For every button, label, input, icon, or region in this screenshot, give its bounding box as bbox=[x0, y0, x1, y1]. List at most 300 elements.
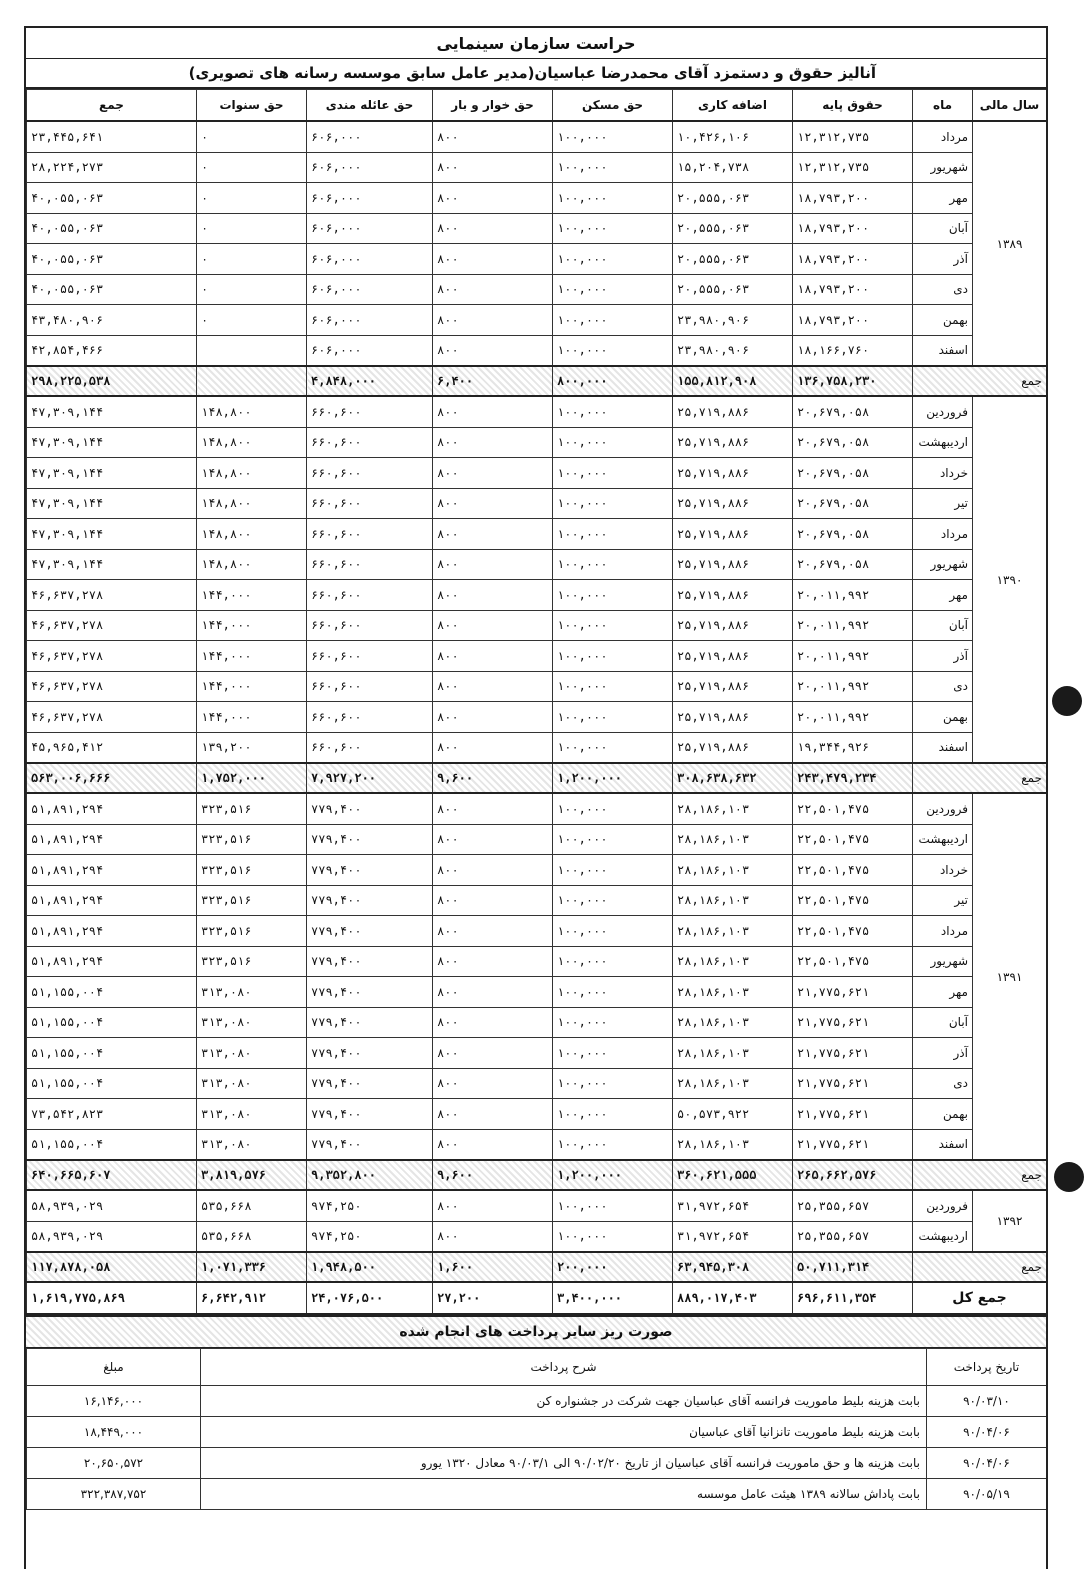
table-row bbox=[27, 488, 1047, 519]
base-salary-cell: ۲۰,۰۱۱,۹۹۲ bbox=[793, 671, 913, 702]
grocery-cell: ۸۰۰ bbox=[433, 885, 553, 916]
housing-cell: ۱۰۰,۰۰۰ bbox=[553, 1068, 673, 1099]
grocery-cell: ۸۰۰ bbox=[433, 1068, 553, 1099]
total-cell: ۲۸,۲۲۴,۲۷۳ bbox=[27, 152, 197, 183]
table-row bbox=[27, 732, 1047, 763]
housing-cell: ۱۰۰,۰۰۰ bbox=[553, 488, 673, 519]
grand-total-row bbox=[27, 1282, 1047, 1314]
family-cell: ۷۷۹,۴۰۰ bbox=[307, 1129, 433, 1160]
family-cell: ۶۶۰,۶۰۰ bbox=[307, 427, 433, 458]
family-cell: ۶۰۶,۰۰۰ bbox=[307, 213, 433, 244]
subtotal-family-cell: ۹,۳۵۲,۸۰۰ bbox=[307, 1160, 433, 1190]
payment-amount: ۲۰,۶۵۰,۵۷۲ bbox=[27, 1448, 201, 1479]
seniority-cell: ۰ bbox=[197, 183, 307, 214]
base-salary-cell: ۲۰,۰۱۱,۹۹۲ bbox=[793, 610, 913, 641]
housing-cell: ۱۰۰,۰۰۰ bbox=[553, 427, 673, 458]
family-cell: ۶۶۰,۶۰۰ bbox=[307, 519, 433, 550]
seniority-cell: ۱۴۸,۸۰۰ bbox=[197, 519, 307, 550]
seniority-cell: ۳۱۳,۰۸۰ bbox=[197, 1068, 307, 1099]
family-cell: ۶۶۰,۶۰۰ bbox=[307, 458, 433, 489]
payment-amount: ۱۸,۴۴۹,۰۰۰ bbox=[27, 1417, 201, 1448]
family-cell: ۷۷۹,۴۰۰ bbox=[307, 855, 433, 886]
col-seniority: حق سنوات bbox=[197, 90, 307, 122]
total-cell: ۵۱,۸۹۱,۲۹۴ bbox=[27, 946, 197, 977]
base-salary-cell: ۱۸,۷۹۳,۲۰۰ bbox=[793, 244, 913, 275]
year-cell: ۱۳۹۲ bbox=[973, 1190, 1047, 1252]
grocery-cell: ۸۰۰ bbox=[433, 213, 553, 244]
family-cell: ۷۷۹,۴۰۰ bbox=[307, 824, 433, 855]
seniority-cell: ۳۲۳,۵۱۶ bbox=[197, 885, 307, 916]
month-cell: آذر bbox=[913, 1038, 973, 1069]
seniority-cell: ۳۲۳,۵۱۶ bbox=[197, 916, 307, 947]
family-cell: ۷۷۹,۴۰۰ bbox=[307, 977, 433, 1008]
family-cell: ۶۶۰,۶۰۰ bbox=[307, 610, 433, 641]
grand-total-label: جمع کل bbox=[913, 1282, 1047, 1314]
base-salary-cell: ۲۱,۷۷۵,۶۲۱ bbox=[793, 1038, 913, 1069]
grocery-cell: ۸۰۰ bbox=[433, 396, 553, 427]
housing-cell: ۱۰۰,۰۰۰ bbox=[553, 1190, 673, 1221]
seniority-cell: ۳۲۳,۵۱۶ bbox=[197, 855, 307, 886]
subtotal-total-cell: ۲۹۸,۲۲۵,۵۳۸ bbox=[27, 366, 197, 396]
base-salary-cell: ۲۵,۳۵۵,۶۵۷ bbox=[793, 1190, 913, 1221]
seniority-cell: ۱۴۴,۰۰۰ bbox=[197, 702, 307, 733]
overtime-cell: ۲۵,۷۱۹,۸۸۶ bbox=[673, 671, 793, 702]
month-cell: آبان bbox=[913, 610, 973, 641]
month-cell: اسفند bbox=[913, 732, 973, 763]
overtime-cell: ۲۸,۱۸۶,۱۰۳ bbox=[673, 1038, 793, 1069]
subtotal-family-cell: ۱,۹۴۸,۵۰۰ bbox=[307, 1252, 433, 1282]
seniority-cell: ۵۳۵,۶۶۸ bbox=[197, 1221, 307, 1252]
payment-row bbox=[27, 1479, 1047, 1510]
subtotal-total-cell: ۱۱۷,۸۷۸,۰۵۸ bbox=[27, 1252, 197, 1282]
total-cell: ۴۵,۹۶۵,۴۱۲ bbox=[27, 732, 197, 763]
subtotal-grocery-cell: ۱,۶۰۰ bbox=[433, 1252, 553, 1282]
overtime-cell: ۱۵,۲۰۴,۷۳۸ bbox=[673, 152, 793, 183]
base-salary-cell: ۲۰,۶۷۹,۰۵۸ bbox=[793, 396, 913, 427]
overtime-cell: ۲۵,۷۱۹,۸۸۶ bbox=[673, 549, 793, 580]
housing-cell: ۱۰۰,۰۰۰ bbox=[553, 855, 673, 886]
housing-cell: ۱۰۰,۰۰۰ bbox=[553, 1099, 673, 1130]
total-cell: ۴۷,۳۰۹,۱۴۴ bbox=[27, 396, 197, 427]
overtime-cell: ۲۰,۵۵۵,۰۶۳ bbox=[673, 213, 793, 244]
base-salary-cell: ۲۲,۵۰۱,۴۷۵ bbox=[793, 946, 913, 977]
housing-cell: ۱۰۰,۰۰۰ bbox=[553, 549, 673, 580]
month-cell: اردیبهشت bbox=[913, 824, 973, 855]
month-cell: مهر bbox=[913, 183, 973, 214]
org-title: حراست سازمان سینمایی bbox=[26, 26, 1046, 59]
seniority-cell: ۰ bbox=[197, 121, 307, 152]
grocery-cell: ۸۰۰ bbox=[433, 305, 553, 336]
grocery-cell: ۸۰۰ bbox=[433, 855, 553, 886]
table-row bbox=[27, 458, 1047, 489]
housing-cell: ۱۰۰,۰۰۰ bbox=[553, 305, 673, 336]
grocery-cell: ۸۰۰ bbox=[433, 458, 553, 489]
grocery-cell: ۸۰۰ bbox=[433, 1007, 553, 1038]
family-cell: ۹۷۴,۲۵۰ bbox=[307, 1221, 433, 1252]
grocery-cell: ۸۰۰ bbox=[433, 916, 553, 947]
base-salary-cell: ۲۵,۳۵۵,۶۵۷ bbox=[793, 1221, 913, 1252]
salary-table bbox=[26, 89, 1047, 1315]
subtotal-total-cell: ۶۴۰,۶۶۵,۶۰۷ bbox=[27, 1160, 197, 1190]
table-row bbox=[27, 793, 1047, 824]
payments-header-row bbox=[27, 1349, 1047, 1386]
housing-cell: ۱۰۰,۰۰۰ bbox=[553, 671, 673, 702]
total-cell: ۵۱,۱۵۵,۰۰۴ bbox=[27, 1007, 197, 1038]
overtime-cell: ۲۵,۷۱۹,۸۸۶ bbox=[673, 702, 793, 733]
base-salary-cell: ۲۰,۶۷۹,۰۵۸ bbox=[793, 519, 913, 550]
subtotal-family-cell: ۷,۹۲۷,۲۰۰ bbox=[307, 763, 433, 793]
overtime-cell: ۳۱,۹۷۲,۶۵۴ bbox=[673, 1190, 793, 1221]
housing-cell: ۱۰۰,۰۰۰ bbox=[553, 793, 673, 824]
subtotal-housing-cell: ۲۰۰,۰۰۰ bbox=[553, 1252, 673, 1282]
grocery-cell: ۸۰۰ bbox=[433, 793, 553, 824]
subtotal-overtime-cell: ۳۶۰,۶۲۱,۵۵۵ bbox=[673, 1160, 793, 1190]
subtotal-label: جمع bbox=[913, 1160, 1047, 1190]
month-cell: مرداد bbox=[913, 519, 973, 550]
family-cell: ۶۶۰,۶۰۰ bbox=[307, 732, 433, 763]
housing-cell: ۱۰۰,۰۰۰ bbox=[553, 1221, 673, 1252]
housing-cell: ۱۰۰,۰۰۰ bbox=[553, 824, 673, 855]
family-cell: ۶۰۶,۰۰۰ bbox=[307, 121, 433, 152]
family-cell: ۶۰۶,۰۰۰ bbox=[307, 274, 433, 305]
subtotal-total-cell: ۵۶۳,۰۰۶,۶۶۶ bbox=[27, 763, 197, 793]
housing-cell: ۱۰۰,۰۰۰ bbox=[553, 946, 673, 977]
housing-cell: ۱۰۰,۰۰۰ bbox=[553, 702, 673, 733]
total-cell: ۴۶,۶۳۷,۲۷۸ bbox=[27, 671, 197, 702]
grocery-cell: ۸۰۰ bbox=[433, 427, 553, 458]
overtime-cell: ۲۰,۵۵۵,۰۶۳ bbox=[673, 183, 793, 214]
month-cell: مرداد bbox=[913, 916, 973, 947]
grand-base-salary-cell: ۶۹۶,۶۱۱,۳۵۴ bbox=[793, 1282, 913, 1314]
total-cell: ۵۱,۱۵۵,۰۰۴ bbox=[27, 1038, 197, 1069]
grocery-cell: ۸۰۰ bbox=[433, 335, 553, 366]
col-base-salary: حقوق پایه bbox=[793, 90, 913, 122]
base-salary-cell: ۲۰,۶۷۹,۰۵۸ bbox=[793, 427, 913, 458]
seniority-cell: ۱۴۸,۸۰۰ bbox=[197, 488, 307, 519]
total-cell: ۴۶,۶۳۷,۲۷۸ bbox=[27, 702, 197, 733]
subtotal-base-salary-cell: ۱۳۶,۷۵۸,۲۳۰ bbox=[793, 366, 913, 396]
overtime-cell: ۲۵,۷۱۹,۸۸۶ bbox=[673, 732, 793, 763]
grocery-cell: ۸۰۰ bbox=[433, 702, 553, 733]
base-salary-cell: ۲۱,۷۷۵,۶۲۱ bbox=[793, 1007, 913, 1038]
subtotal-row bbox=[27, 1252, 1047, 1282]
seniority-cell: ۳۱۳,۰۸۰ bbox=[197, 1129, 307, 1160]
subtotal-overtime-cell: ۳۰۸,۶۳۸,۶۳۲ bbox=[673, 763, 793, 793]
overtime-cell: ۲۵,۷۱۹,۸۸۶ bbox=[673, 610, 793, 641]
month-cell: مهر bbox=[913, 977, 973, 1008]
grocery-cell: ۸۰۰ bbox=[433, 946, 553, 977]
overtime-cell: ۲۸,۱۸۶,۱۰۳ bbox=[673, 977, 793, 1008]
table-row bbox=[27, 305, 1047, 336]
base-salary-cell: ۲۲,۵۰۱,۴۷۵ bbox=[793, 793, 913, 824]
total-cell: ۵۱,۸۹۱,۲۹۴ bbox=[27, 855, 197, 886]
month-cell: بهمن bbox=[913, 702, 973, 733]
table-row bbox=[27, 427, 1047, 458]
table-row bbox=[27, 824, 1047, 855]
overtime-cell: ۲۳,۹۸۰,۹۰۶ bbox=[673, 335, 793, 366]
total-cell: ۴۷,۳۰۹,۱۴۴ bbox=[27, 458, 197, 489]
total-cell: ۷۳,۵۴۲,۸۲۳ bbox=[27, 1099, 197, 1130]
seniority-cell: ۱۴۸,۸۰۰ bbox=[197, 427, 307, 458]
col-housing: حق مسکن bbox=[553, 90, 673, 122]
table-row bbox=[27, 855, 1047, 886]
housing-cell: ۱۰۰,۰۰۰ bbox=[553, 977, 673, 1008]
table-row bbox=[27, 580, 1047, 611]
subtotal-row bbox=[27, 1160, 1047, 1190]
payment-amount: ۳۲۲,۳۸۷,۷۵۲ bbox=[27, 1479, 201, 1510]
total-cell: ۵۱,۸۹۱,۲۹۴ bbox=[27, 824, 197, 855]
grocery-cell: ۸۰۰ bbox=[433, 641, 553, 672]
month-cell: آبان bbox=[913, 213, 973, 244]
grand-overtime-cell: ۸۸۹,۰۱۷,۴۰۳ bbox=[673, 1282, 793, 1314]
housing-cell: ۱۰۰,۰۰۰ bbox=[553, 335, 673, 366]
base-salary-cell: ۱۲,۳۱۲,۷۳۵ bbox=[793, 121, 913, 152]
family-cell: ۶۰۶,۰۰۰ bbox=[307, 244, 433, 275]
month-cell: بهمن bbox=[913, 1099, 973, 1130]
seniority-cell: ۰ bbox=[197, 152, 307, 183]
family-cell: ۷۷۹,۴۰۰ bbox=[307, 1099, 433, 1130]
table-row bbox=[27, 549, 1047, 580]
overtime-cell: ۳۱,۹۷۲,۶۵۴ bbox=[673, 1221, 793, 1252]
grocery-cell: ۸۰۰ bbox=[433, 121, 553, 152]
base-salary-cell: ۲۰,۰۱۱,۹۹۲ bbox=[793, 580, 913, 611]
overtime-cell: ۵۰,۵۷۳,۹۲۲ bbox=[673, 1099, 793, 1130]
base-salary-cell: ۱۸,۷۹۳,۲۰۰ bbox=[793, 274, 913, 305]
subtotal-label: جمع bbox=[913, 763, 1047, 793]
month-cell: فروردین bbox=[913, 793, 973, 824]
subtotal-row bbox=[27, 366, 1047, 396]
table-row bbox=[27, 244, 1047, 275]
month-cell: اردیبهشت bbox=[913, 1221, 973, 1252]
overtime-cell: ۲۸,۱۸۶,۱۰۳ bbox=[673, 1068, 793, 1099]
subtotal-overtime-cell: ۶۳,۹۴۵,۳۰۸ bbox=[673, 1252, 793, 1282]
col-year: سال مالی bbox=[973, 90, 1047, 122]
month-cell: آذر bbox=[913, 244, 973, 275]
seniority-cell: ۳۱۳,۰۸۰ bbox=[197, 1038, 307, 1069]
housing-cell: ۱۰۰,۰۰۰ bbox=[553, 152, 673, 183]
base-salary-cell: ۲۰,۰۱۱,۹۹۲ bbox=[793, 641, 913, 672]
seniority-cell: ۵۳۵,۶۶۸ bbox=[197, 1190, 307, 1221]
grand-total-cell: ۱,۶۱۹,۷۷۵,۸۶۹ bbox=[27, 1282, 197, 1314]
total-cell: ۴۰,۰۵۵,۰۶۳ bbox=[27, 274, 197, 305]
seniority-cell: ۱۴۴,۰۰۰ bbox=[197, 671, 307, 702]
month-cell: دی bbox=[913, 671, 973, 702]
seniority-cell: ۳۲۳,۵۱۶ bbox=[197, 793, 307, 824]
table-row bbox=[27, 916, 1047, 947]
subtotal-grocery-cell: ۹,۶۰۰ bbox=[433, 1160, 553, 1190]
year-cell: ۱۳۸۹ bbox=[973, 121, 1047, 366]
table-row bbox=[27, 1038, 1047, 1069]
subtotal-grocery-cell: ۹,۶۰۰ bbox=[433, 763, 553, 793]
grocery-cell: ۸۰۰ bbox=[433, 1038, 553, 1069]
table-row bbox=[27, 121, 1047, 152]
total-cell: ۴۳,۴۸۰,۹۰۶ bbox=[27, 305, 197, 336]
grand-family-cell: ۲۴,۰۷۶,۵۰۰ bbox=[307, 1282, 433, 1314]
seniority-cell: ۱۴۴,۰۰۰ bbox=[197, 641, 307, 672]
subtotal-base-salary-cell: ۵۰,۷۱۱,۳۱۴ bbox=[793, 1252, 913, 1282]
housing-cell: ۱۰۰,۰۰۰ bbox=[553, 213, 673, 244]
base-salary-cell: ۱۸,۷۹۳,۲۰۰ bbox=[793, 183, 913, 214]
subtotal-overtime-cell: ۱۵۵,۸۱۲,۹۰۸ bbox=[673, 366, 793, 396]
overtime-cell: ۲۸,۱۸۶,۱۰۳ bbox=[673, 946, 793, 977]
base-salary-cell: ۲۲,۵۰۱,۴۷۵ bbox=[793, 855, 913, 886]
subtotal-seniority-cell: ۱,۰۷۱,۳۳۶ bbox=[197, 1252, 307, 1282]
family-cell: ۶۶۰,۶۰۰ bbox=[307, 396, 433, 427]
grocery-cell: ۸۰۰ bbox=[433, 824, 553, 855]
report-title: آنالیز حقوق و دستمزد آقای محمدرضا عباسیان(مدیر عامل سابق موسسه رسانه های تصویری) bbox=[26, 59, 1046, 89]
seniority-cell: ۳۲۳,۵۱۶ bbox=[197, 946, 307, 977]
family-cell: ۶۶۰,۶۰۰ bbox=[307, 702, 433, 733]
grocery-cell: ۸۰۰ bbox=[433, 244, 553, 275]
base-salary-cell: ۲۰,۰۱۱,۹۹۲ bbox=[793, 702, 913, 733]
grand-seniority-cell: ۶,۶۴۲,۹۱۲ bbox=[197, 1282, 307, 1314]
total-cell: ۴۰,۰۵۵,۰۶۳ bbox=[27, 244, 197, 275]
base-salary-cell: ۲۱,۷۷۵,۶۲۱ bbox=[793, 1099, 913, 1130]
total-cell: ۴۷,۳۰۹,۱۴۴ bbox=[27, 549, 197, 580]
base-salary-cell: ۲۲,۵۰۱,۴۷۵ bbox=[793, 916, 913, 947]
grocery-cell: ۸۰۰ bbox=[433, 183, 553, 214]
overtime-cell: ۲۸,۱۸۶,۱۰۳ bbox=[673, 855, 793, 886]
table-row bbox=[27, 396, 1047, 427]
base-salary-cell: ۲۱,۷۷۵,۶۲۱ bbox=[793, 1068, 913, 1099]
housing-cell: ۱۰۰,۰۰۰ bbox=[553, 732, 673, 763]
month-cell: خرداد bbox=[913, 855, 973, 886]
overtime-cell: ۲۸,۱۸۶,۱۰۳ bbox=[673, 1129, 793, 1160]
table-row bbox=[27, 274, 1047, 305]
payment-desc: بابت هزینه بلیط ماموریت تانزانیا آقای عباسیان bbox=[201, 1417, 927, 1448]
payment-amount: ۱۶,۱۴۶,۰۰۰ bbox=[27, 1386, 201, 1417]
col-grocery: حق خوار و بار bbox=[433, 90, 553, 122]
payment-date: ۹۰/۰۳/۱۰ bbox=[927, 1386, 1047, 1417]
overtime-cell: ۲۸,۱۸۶,۱۰۳ bbox=[673, 885, 793, 916]
month-cell: بهمن bbox=[913, 305, 973, 336]
family-cell: ۶۶۰,۶۰۰ bbox=[307, 549, 433, 580]
family-cell: ۶۶۰,۶۰۰ bbox=[307, 641, 433, 672]
payments-table bbox=[26, 1348, 1047, 1510]
subtotal-row bbox=[27, 763, 1047, 793]
grocery-cell: ۸۰۰ bbox=[433, 519, 553, 550]
grocery-cell: ۸۰۰ bbox=[433, 1221, 553, 1252]
total-cell: ۲۳,۴۴۵,۶۴۱ bbox=[27, 121, 197, 152]
overtime-cell: ۲۸,۱۸۶,۱۰۳ bbox=[673, 824, 793, 855]
base-salary-cell: ۲۰,۶۷۹,۰۵۸ bbox=[793, 488, 913, 519]
seniority-cell: ۳۱۳,۰۸۰ bbox=[197, 1007, 307, 1038]
payment-date: ۹۰/۰۴/۰۶ bbox=[927, 1448, 1047, 1479]
housing-cell: ۱۰۰,۰۰۰ bbox=[553, 244, 673, 275]
table-row bbox=[27, 946, 1047, 977]
table-row bbox=[27, 1099, 1047, 1130]
subtotal-family-cell: ۴,۸۴۸,۰۰۰ bbox=[307, 366, 433, 396]
grand-housing-cell: ۳,۴۰۰,۰۰۰ bbox=[553, 1282, 673, 1314]
grocery-cell: ۸۰۰ bbox=[433, 671, 553, 702]
year-cell: ۱۳۹۰ bbox=[973, 396, 1047, 763]
total-cell: ۵۱,۸۹۱,۲۹۴ bbox=[27, 885, 197, 916]
payment-row bbox=[27, 1417, 1047, 1448]
table-row bbox=[27, 1129, 1047, 1160]
col-pay-date: تاریخ پرداخت bbox=[927, 1349, 1047, 1386]
table-row bbox=[27, 610, 1047, 641]
seniority-cell: ۱۴۴,۰۰۰ bbox=[197, 610, 307, 641]
total-cell: ۴۲,۸۵۴,۴۶۶ bbox=[27, 335, 197, 366]
family-cell: ۷۷۹,۴۰۰ bbox=[307, 1007, 433, 1038]
document-sheet bbox=[24, 26, 1048, 1569]
payment-row bbox=[27, 1386, 1047, 1417]
housing-cell: ۱۰۰,۰۰۰ bbox=[553, 396, 673, 427]
grocery-cell: ۸۰۰ bbox=[433, 549, 553, 580]
seniority-cell: ۱۴۸,۸۰۰ bbox=[197, 458, 307, 489]
base-salary-cell: ۱۲,۳۱۲,۷۳۵ bbox=[793, 152, 913, 183]
base-salary-cell: ۱۹,۳۴۴,۹۲۶ bbox=[793, 732, 913, 763]
seniority-cell: ۱۴۸,۸۰۰ bbox=[197, 396, 307, 427]
base-salary-cell: ۲۰,۶۷۹,۰۵۸ bbox=[793, 458, 913, 489]
total-cell: ۵۱,۱۵۵,۰۰۴ bbox=[27, 977, 197, 1008]
subtotal-housing-cell: ۸۰۰,۰۰۰ bbox=[553, 366, 673, 396]
family-cell: ۹۷۴,۲۵۰ bbox=[307, 1190, 433, 1221]
year-cell: ۱۳۹۱ bbox=[973, 793, 1047, 1160]
overtime-cell: ۲۰,۵۵۵,۰۶۳ bbox=[673, 244, 793, 275]
month-cell: فروردین bbox=[913, 1190, 973, 1221]
subtotal-base-salary-cell: ۲۴۳,۴۷۹,۲۳۴ bbox=[793, 763, 913, 793]
subtotal-label: جمع bbox=[913, 1252, 1047, 1282]
table-row bbox=[27, 1221, 1047, 1252]
total-cell: ۵۱,۱۵۵,۰۰۴ bbox=[27, 1129, 197, 1160]
grocery-cell: ۸۰۰ bbox=[433, 1099, 553, 1130]
subtotal-base-salary-cell: ۲۶۵,۶۶۲,۵۷۶ bbox=[793, 1160, 913, 1190]
table-row bbox=[27, 977, 1047, 1008]
overtime-cell: ۲۵,۷۱۹,۸۸۶ bbox=[673, 488, 793, 519]
month-cell: تیر bbox=[913, 885, 973, 916]
housing-cell: ۱۰۰,۰۰۰ bbox=[553, 610, 673, 641]
total-cell: ۴۷,۳۰۹,۱۴۴ bbox=[27, 427, 197, 458]
family-cell: ۶۶۰,۶۰۰ bbox=[307, 580, 433, 611]
housing-cell: ۱۰۰,۰۰۰ bbox=[553, 580, 673, 611]
housing-cell: ۱۰۰,۰۰۰ bbox=[553, 274, 673, 305]
overtime-cell: ۲۵,۷۱۹,۸۸۶ bbox=[673, 396, 793, 427]
col-pay-amount: مبلغ bbox=[27, 1349, 201, 1386]
table-row bbox=[27, 152, 1047, 183]
overtime-cell: ۲۳,۹۸۰,۹۰۶ bbox=[673, 305, 793, 336]
month-cell: شهریور bbox=[913, 549, 973, 580]
overtime-cell: ۲۵,۷۱۹,۸۸۶ bbox=[673, 427, 793, 458]
total-cell: ۵۸,۹۳۹,۰۲۹ bbox=[27, 1190, 197, 1221]
seniority-cell: ۰ bbox=[197, 274, 307, 305]
grocery-cell: ۸۰۰ bbox=[433, 488, 553, 519]
base-salary-cell: ۲۰,۶۷۹,۰۵۸ bbox=[793, 549, 913, 580]
subtotal-seniority-cell: ۳,۸۱۹,۵۷۶ bbox=[197, 1160, 307, 1190]
housing-cell: ۱۰۰,۰۰۰ bbox=[553, 519, 673, 550]
month-cell: آبان bbox=[913, 1007, 973, 1038]
family-cell: ۷۷۹,۴۰۰ bbox=[307, 1068, 433, 1099]
month-cell: دی bbox=[913, 274, 973, 305]
seniority-cell: ۱۴۸,۸۰۰ bbox=[197, 549, 307, 580]
overtime-cell: ۲۰,۵۵۵,۰۶۳ bbox=[673, 274, 793, 305]
seniority-cell: ۳۱۳,۰۸۰ bbox=[197, 1099, 307, 1130]
col-family: حق عائله مندی bbox=[307, 90, 433, 122]
housing-cell: ۱۰۰,۰۰۰ bbox=[553, 1129, 673, 1160]
total-cell: ۵۱,۸۹۱,۲۹۴ bbox=[27, 916, 197, 947]
overtime-cell: ۲۸,۱۸۶,۱۰۳ bbox=[673, 916, 793, 947]
grocery-cell: ۸۰۰ bbox=[433, 1129, 553, 1160]
total-cell: ۴۶,۶۳۷,۲۷۸ bbox=[27, 641, 197, 672]
grocery-cell: ۸۰۰ bbox=[433, 1190, 553, 1221]
total-cell: ۴۰,۰۵۵,۰۶۳ bbox=[27, 183, 197, 214]
seniority-cell: ۰ bbox=[197, 213, 307, 244]
overtime-cell: ۲۵,۷۱۹,۸۸۶ bbox=[673, 580, 793, 611]
base-salary-cell: ۱۸,۱۶۶,۷۶۰ bbox=[793, 335, 913, 366]
overtime-cell: ۱۰,۴۲۶,۱۰۶ bbox=[673, 121, 793, 152]
table-row bbox=[27, 1068, 1047, 1099]
base-salary-cell: ۲۱,۷۷۵,۶۲۱ bbox=[793, 977, 913, 1008]
